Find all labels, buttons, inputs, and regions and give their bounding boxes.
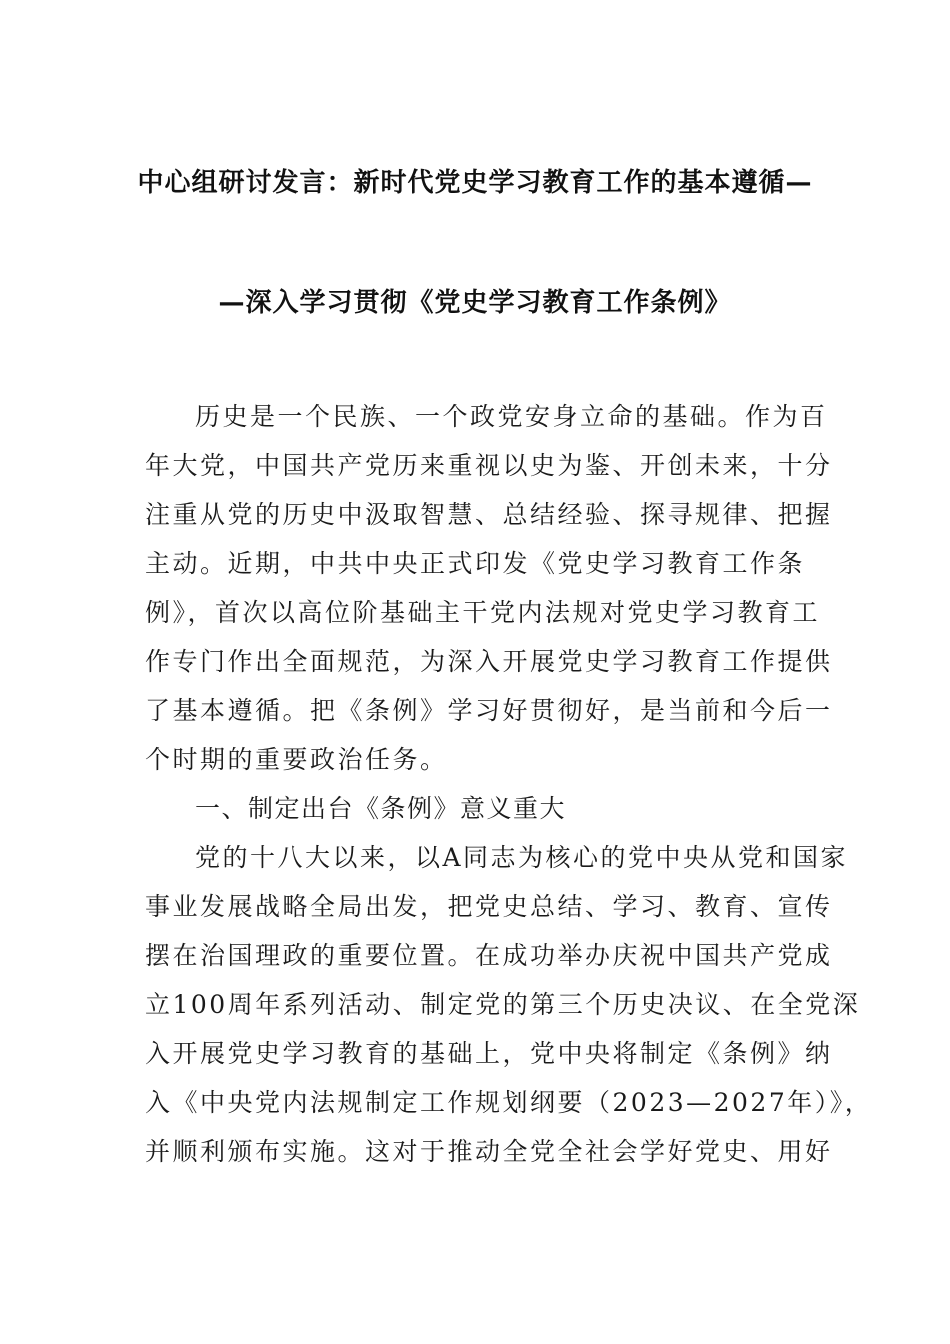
paragraph-line: 入开展党史学习教育的基础上，党中央将制定《条例》纳	[145, 1039, 833, 1068]
paragraph-line: 并顺利颁布实施。这对于推动全党全社会学好党史、用好	[145, 1137, 833, 1166]
paragraph-line: 年大党，中国共产党历来重视以史为鉴、开创未来，十分	[145, 451, 833, 480]
paragraph-line: 入《中央党内法规制定工作规划纲要（2023—2027年）》，	[145, 1088, 873, 1117]
paragraph-line: 个时期的重要政治任务。	[145, 745, 448, 774]
paragraph-line: 主动。近期，中共中央正式印发《党史学习教育工作条	[145, 549, 806, 578]
document-title-line-1: 中心组研讨发言：新时代党史学习教育工作的基本遵循—	[137, 168, 813, 198]
paragraph-line: 党的十八大以来，以A同志为核心的党中央从党和国家	[195, 843, 849, 872]
paragraph-line: 摆在治国理政的重要位置。在成功举办庆祝中国共产党成	[145, 941, 833, 970]
document-title-line-2: —深入学习贯彻《党史学习教育工作条例》	[218, 288, 732, 318]
paragraph-line: 立100周年系列活动、制定党的第三个历史决议、在全党深	[145, 990, 861, 1019]
paragraph-line: 注重从党的历史中汲取智慧、总结经验、探寻规律、把握	[145, 500, 833, 529]
paragraph-line: 了基本遵循。把《条例》学习好贯彻好，是当前和今后一	[145, 696, 833, 725]
paragraph-line: 事业发展战略全局出发，把党史总结、学习、教育、宣传	[145, 892, 833, 921]
paragraph-intro	[145, 392, 833, 784]
paragraph-line: 作专门作出全面规范，为深入开展党史学习教育工作提供	[145, 647, 833, 676]
section-heading-1: 一、制定出台《条例》意义重大	[195, 794, 567, 823]
paragraph-line: 历史是一个民族、一个政党安身立命的基础。作为百	[195, 402, 828, 431]
paragraph-section-1	[145, 833, 873, 1176]
paragraph-line: 例》，首次以高位阶基础主干党内法规对党史学习教育工	[145, 598, 821, 627]
